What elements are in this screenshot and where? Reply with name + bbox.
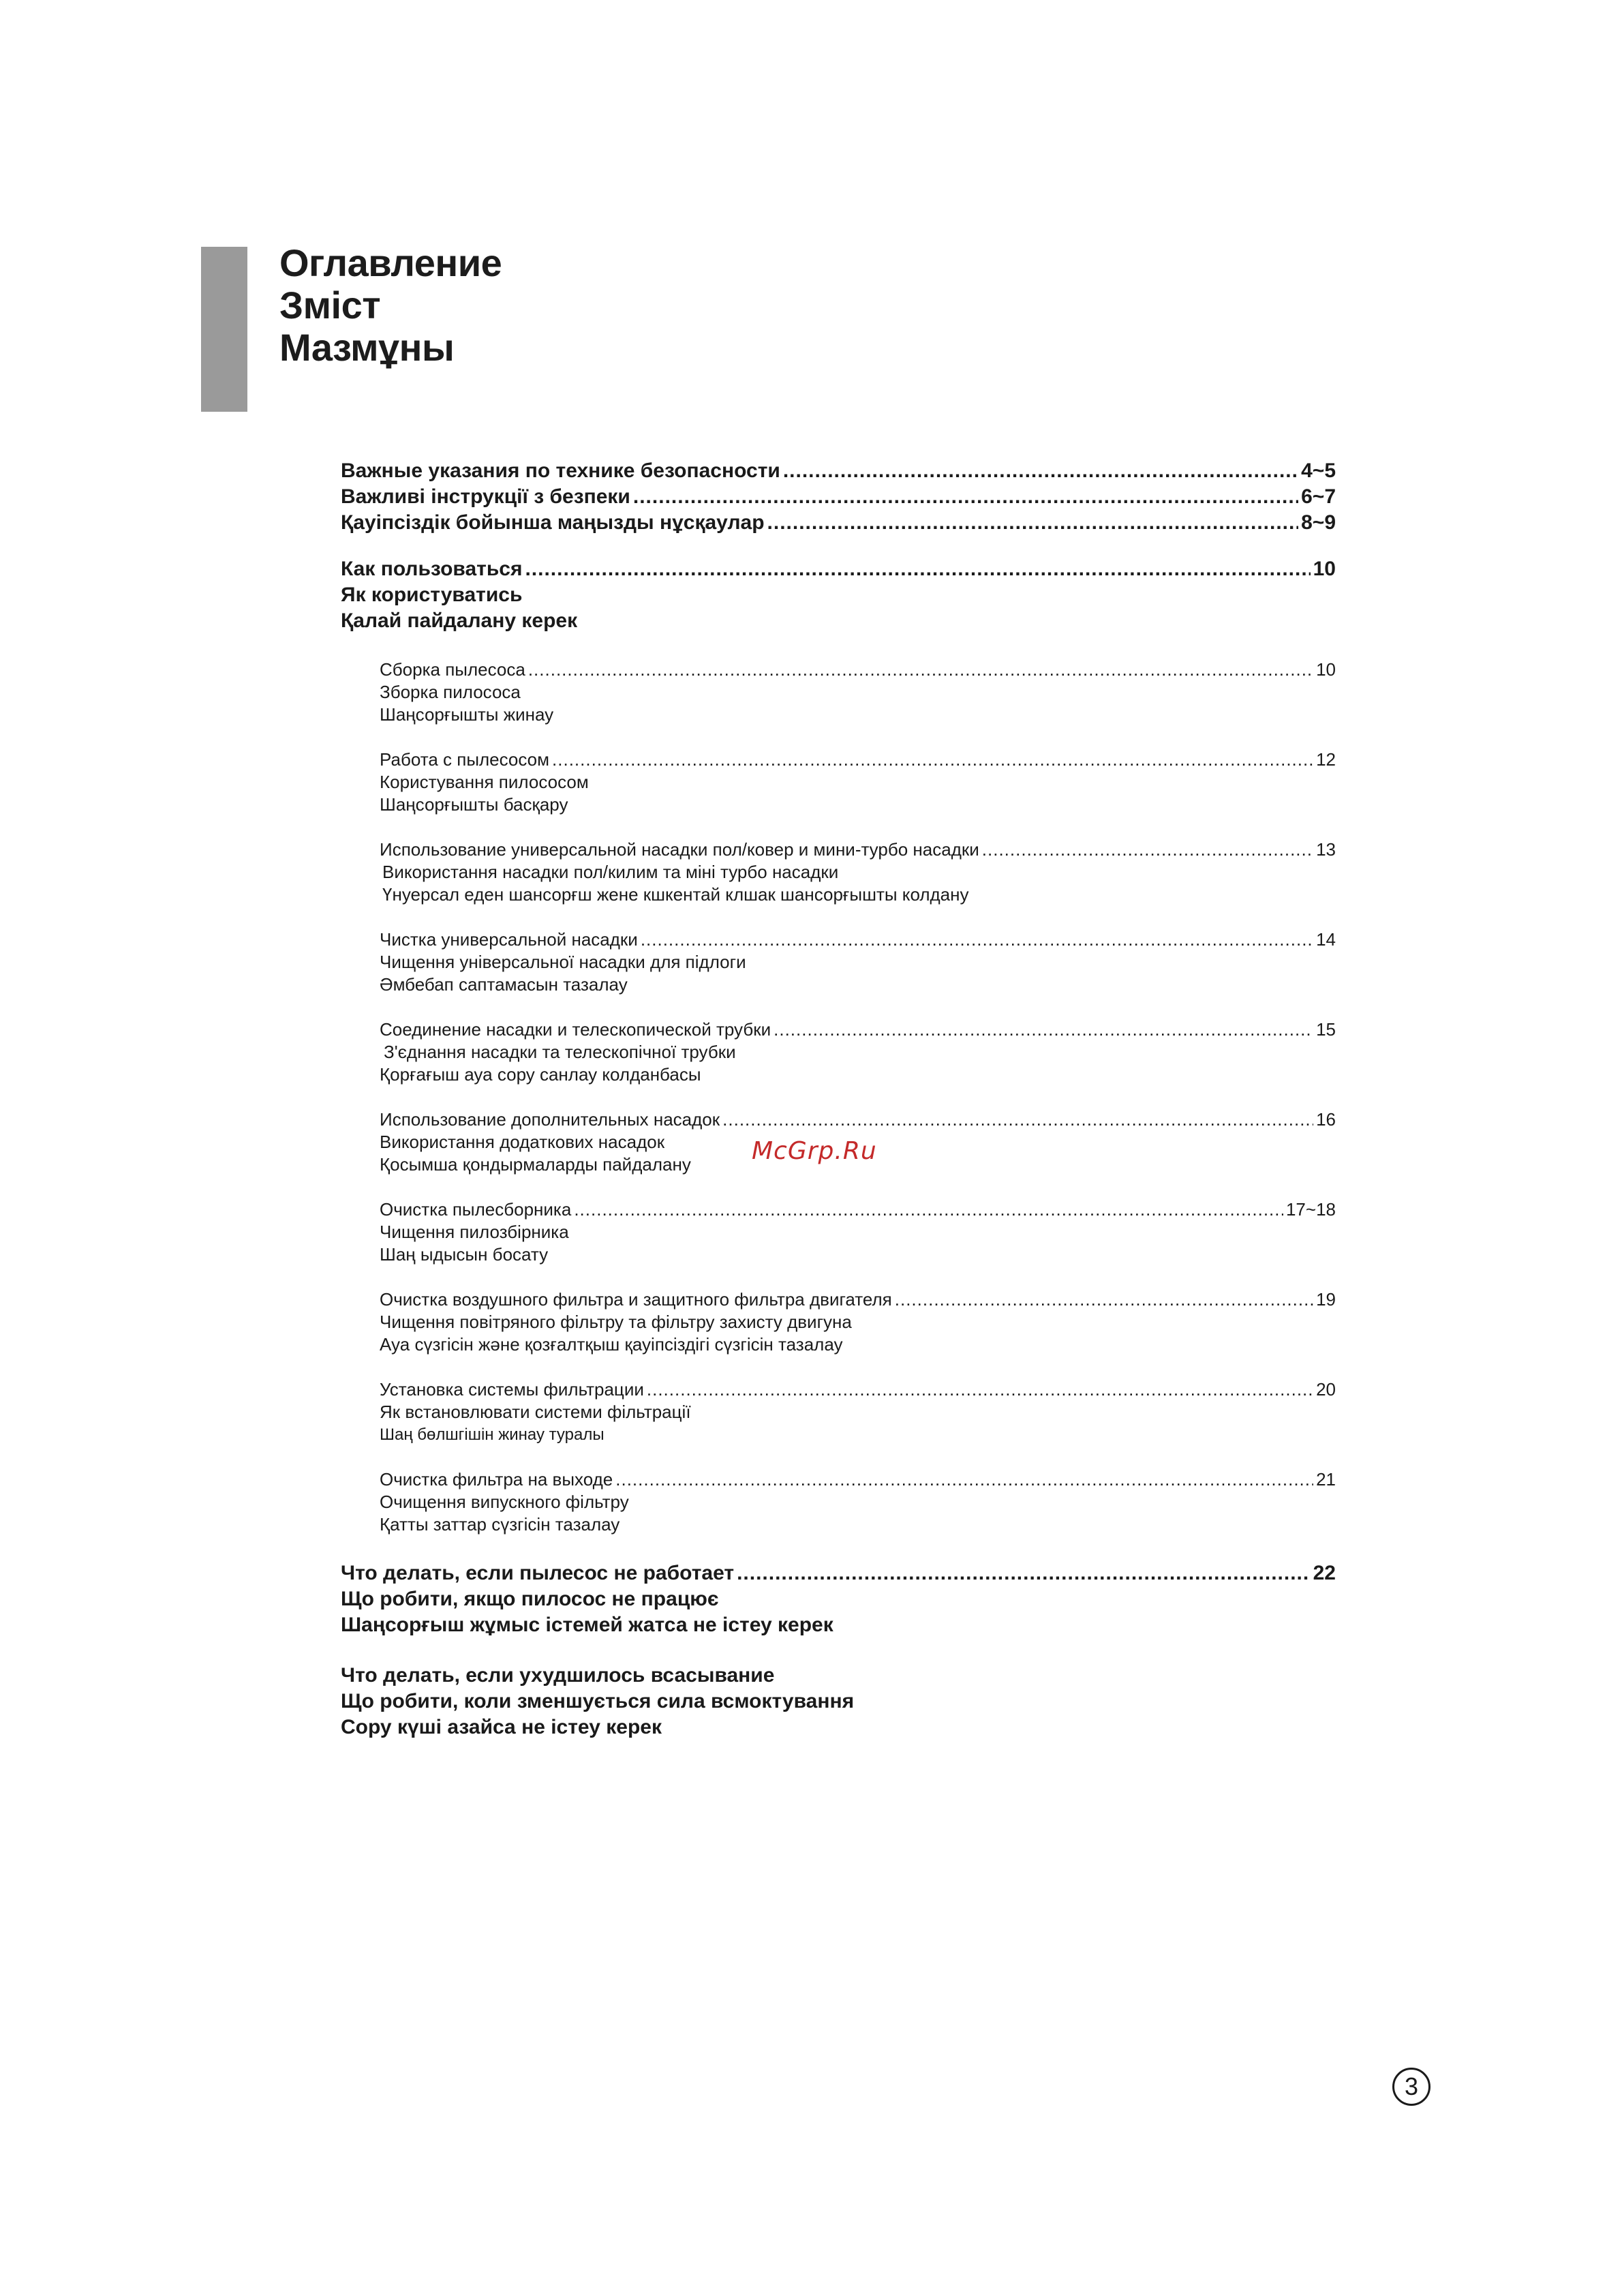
toc-section-troubleshooting — [341, 1560, 1336, 1638]
toc-entry[interactable]: Користування пилососом — [380, 772, 589, 792]
toc-entry[interactable]: Қорғағыш ауа сору санлау колданбасы — [380, 1064, 701, 1085]
toc-entry[interactable]: Очистка фильтра на выходе ..... 21 — [380, 1468, 1336, 1491]
toc-subsection — [380, 1288, 1336, 1356]
toc-section-safety — [341, 458, 1336, 536]
title-kk: Мазмұны — [279, 326, 455, 369]
toc-entry[interactable]: Үнуерсал еден шансорғш жене кшкентай клшак шансорғышты колдану — [382, 884, 969, 905]
toc-entry[interactable]: Что делать, если пылесос не работает ..... 22 — [341, 1560, 1336, 1586]
toc-page: 12 — [1316, 749, 1336, 770]
toc-entry[interactable]: Зборка пилососа — [380, 682, 521, 702]
toc-entry[interactable]: Шаңсорғышты басқару — [380, 794, 568, 815]
toc-subsection — [380, 1018, 1336, 1086]
toc-subsection — [380, 1198, 1336, 1266]
toc-entry[interactable]: Що робити, якщо пилосос не працює — [341, 1588, 719, 1610]
toc-subsection — [380, 1378, 1336, 1446]
toc-page: 10 — [1313, 558, 1336, 580]
page-title — [279, 242, 502, 369]
toc-entry[interactable]: Қауіпсіздік бойынша маңызды нұсқаулар ..... 8~9 — [341, 510, 1336, 536]
toc-subsection — [380, 1468, 1336, 1536]
table-of-contents — [341, 458, 1336, 1761]
toc-entry[interactable]: Важные указания по технике безопасности ..... 4~5 — [341, 458, 1336, 484]
toc-entry[interactable]: Шаң бөлшгішін жинау туралы — [380, 1425, 605, 1444]
toc-page: 19 — [1316, 1289, 1336, 1310]
toc-page: 20 — [1316, 1379, 1336, 1400]
toc-entry[interactable]: Әмбебап саптамасын тазалау — [380, 974, 628, 995]
toc-page: 13 — [1316, 839, 1336, 860]
toc-entry[interactable]: Як користуватись — [341, 584, 523, 606]
toc-entry[interactable]: Соединение насадки и телескопической трубки ..... 15 — [380, 1018, 1336, 1041]
toc-entry[interactable]: Чищення пилозбірника — [380, 1222, 569, 1242]
toc-subsection — [380, 749, 1336, 816]
toc-entry[interactable]: Шаңсорғыш жұмыс істемей жатса не істеу керек — [341, 1614, 833, 1636]
toc-page: 14 — [1316, 929, 1336, 950]
toc-entry[interactable]: Использование дополнительных насадок ..... 16 — [380, 1108, 1336, 1131]
toc-entry[interactable]: Что делать, если ухудшилось всасывание — [341, 1664, 775, 1687]
toc-entry[interactable]: Работа с пылесосом ..... 12 — [380, 749, 1336, 771]
toc-entry[interactable]: Чищення повітряного фільтру та фільтру захисту двигуна — [380, 1312, 852, 1332]
watermark: McGrp.Ru — [752, 1137, 877, 1165]
toc-entry[interactable]: Қатты заттар сүзгісін тазалау — [380, 1514, 620, 1535]
toc-page: 17~18 — [1285, 1199, 1336, 1220]
toc-entry[interactable]: Очищення випускного фільтру — [380, 1492, 629, 1512]
toc-page: 22 — [1313, 1562, 1336, 1584]
toc-entry[interactable]: Що робити, коли зменшується сила всмоктування — [341, 1690, 855, 1712]
toc-entry[interactable]: Чистка универсальной насадки ..... 14 — [380, 928, 1336, 951]
toc-subsection — [380, 839, 1336, 906]
toc-entry[interactable]: Чищення універсальної насадки для підлоги — [380, 952, 746, 972]
toc-page: 21 — [1316, 1469, 1336, 1490]
toc-page: 15 — [1316, 1019, 1336, 1040]
toc-entry[interactable]: Сборка пылесоса ..... 10 — [380, 659, 1336, 681]
side-accent-bar — [201, 247, 247, 412]
toc-entry[interactable]: Шаңсорғышты жинау — [380, 704, 554, 725]
toc-entry[interactable]: Сору күші азайса не істеу керек — [341, 1716, 662, 1738]
toc-entry[interactable]: З'єднання насадки та телескопічної трубки — [384, 1042, 736, 1062]
toc-entry[interactable]: Використання насадки пол/килим та міні турбо насадки — [382, 862, 839, 882]
toc-entry[interactable]: Қалай пайдалану керек — [341, 609, 578, 632]
title-uk: Зміст — [279, 284, 381, 327]
toc-page: 6~7 — [1301, 485, 1336, 508]
toc-entry[interactable]: Қосымша қондырмаларды пайдалану — [380, 1154, 691, 1175]
toc-entry[interactable]: Очистка пылесборника ..... 17~18 — [380, 1198, 1336, 1221]
toc-subsection — [380, 659, 1336, 726]
toc-entry[interactable]: Очистка воздушного фильтра и защитного фильтра двигателя ..... 19 — [380, 1288, 1336, 1311]
toc-entry[interactable]: Використання додаткових насадок — [380, 1132, 665, 1152]
toc-section-how-to-use — [341, 556, 1336, 634]
toc-entry[interactable]: Як встановлювати системи фільтрації — [380, 1402, 691, 1422]
toc-entry[interactable]: Важливі інструкції з безпеки ..... 6~7 — [341, 484, 1336, 510]
title-ru: Оглавление — [279, 241, 502, 284]
toc-page: 16 — [1316, 1109, 1336, 1130]
toc-entry[interactable]: Шаң ыдысын босату — [380, 1244, 549, 1265]
toc-page: 8~9 — [1301, 511, 1336, 534]
toc-page: 4~5 — [1301, 459, 1336, 482]
toc-entry[interactable]: Ауа сүзгісін және қозғалтқыш қауіпсіздігі сүзгісін тазалау — [380, 1334, 843, 1355]
toc-section-suction — [341, 1663, 1336, 1740]
toc-page: 10 — [1316, 659, 1336, 680]
toc-entry[interactable]: Установка системы фильтрации ..... 20 — [380, 1378, 1336, 1401]
toc-subsection — [380, 928, 1336, 996]
toc-entry[interactable]: Использование универсальной насадки пол/ковер и мини-турбо насадки ..... 13 — [380, 839, 1336, 861]
toc-entry[interactable]: Как пользоваться ..... 10 — [341, 556, 1336, 582]
page-number: 3 — [1392, 2068, 1430, 2106]
